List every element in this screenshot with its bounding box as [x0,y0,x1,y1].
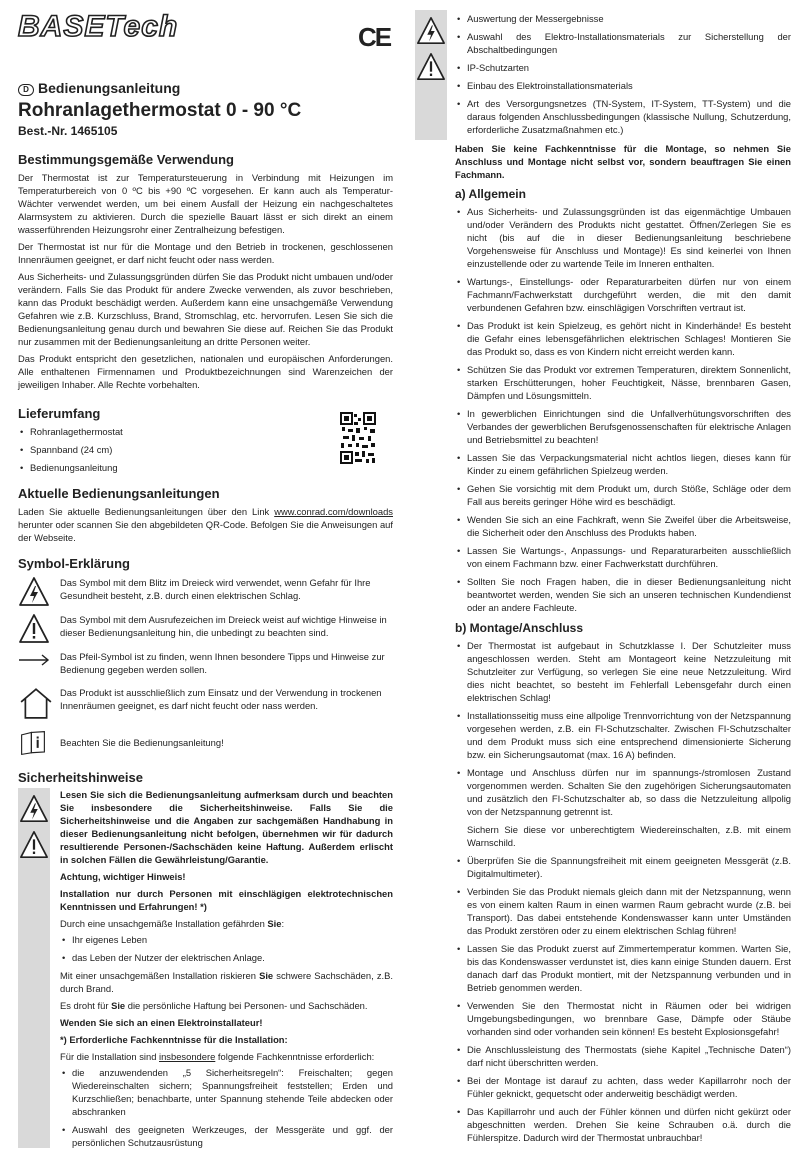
damage-sie: Sie [259,970,274,981]
symbol-row [18,650,393,680]
damage-pre: Mit einer unsachgemäßen Installation riskieren [60,970,260,981]
exclamation-triangle-icon [18,613,50,645]
subtitle-text: Bedienungsanleitung [38,80,181,96]
safety-section [60,788,393,1151]
danger-sie: Sie [267,918,282,929]
danger-item: • das Leben der Nutzer der elektrischen Anlage. [60,951,393,964]
symbol-description: Beachten Sie die Bedienungsanleitung! [60,737,224,748]
intended-use-heading: Bestimmungsgemäße Verwendung [18,152,234,167]
mount-item: • Lassen Sie das Produkt zuerst auf Zimmertemperatur kommen. Warten Sie, bis das Kondenswasser verdunstet ist, dies kann einige Stunden dauern. Erst danach darf das Produkt montiert, mit der Netzspannung verbunden und in Betrieb genommen werden. [455,942,791,994]
general-item: • Das Produkt ist kein Spielzeug, es gehört nicht in Kinderhände! Es besteht die Gefahr eines lebensgefährlichen elektrischen Schlages! Montieren Sie das Produkt so, dass es von Kindern nicht erreicht werden kann. [455,319,791,358]
damage-text [60,969,393,995]
safety-heading: Sicherheitshinweise [18,770,143,785]
scope-item: • Bedienungsanleitung [18,461,318,474]
intended-use-paragraph: Das Produkt entspricht den gesetzlichen, nationalen und europäischen Anforderungen. Alle enthaltenen Firmennamen und Produktbezeichnungen sind Warenzeichen der jeweiligen Inhaber. Alle Rechte vorbehalten. [18,353,393,390]
knowledge-item: • Auswahl des Elektro-Installationsmaterials zur Sicherstellung der Abschaltbedingungen [455,30,791,56]
exclamation-triangle-icon [416,52,446,82]
symbol-description: Das Symbol mit dem Blitz im Dreieck wird verwendet, wenn Gefahr für Ihre Gesundheit besteht, z.B. durch einen elektrischen Schlag. [60,577,371,601]
danger-pre: Durch eine unsachgemäße Installation gefährden [60,918,268,929]
danger-item: • Ihr eigenes Leben [60,933,393,946]
scope-heading: Lieferumfang [18,406,101,421]
warning-sidebar-right [415,10,447,140]
safety-heading-block [18,770,393,785]
ce-mark: CE [358,22,391,52]
attention-note: Achtung, wichtiger Hinweis! [60,871,186,882]
scope-item: • Spannband (24 cm) [18,443,318,456]
knowledge-item: • IP-Schutzarten [455,61,791,74]
mount-item: • Montage und Anschluss dürfen nur im spannungs-/stromlosen Zustand vorgenommen werden. Schalten Sie den zugehörigen Sicherungsautomaten und zusätzlich den FI-Schutzschalter ab, so dass die Netzzuleitung allpolig von der Netzspannung getrennt ist. [455,766,791,818]
knowledge-item: • Auswahl des geeigneten Werkzeuges, der Messgeräte und ggf. der persönlichen Schutzausrüstung [60,1123,393,1149]
house-icon [18,686,54,720]
general-item: • Gehen Sie vorsichtig mit dem Produkt um, durch Stöße, Schläge oder dem Fall aus bereits geringer Höhe wird es beschädigt. [455,482,791,508]
liability-sie: Sie [111,1000,126,1011]
knowledge-post: folgende Fachkenntnisse erforderlich: [215,1051,375,1062]
no-knowledge-note: Haben Sie keine Fachkenntnisse für die Montage, so nehmen Sie Anschluss und Montage nicht selbst vor, sondern beauftragen Sie einen Fachmann. [455,143,791,180]
general-item: • Wartungs-, Einstellungs- oder Reparaturarbeiten dürfen nur von einem Fachmann/Fachwerkstatt durchgeführt werden, die mit den damit verbundenen Gefahren bzw. einschlägigen Vorschriften vertraut ist. [455,275,791,314]
symbols-heading: Symbol-Erklärung [18,556,130,571]
knowledge-pre: Für die Installation sind [60,1051,160,1062]
danger-post: : [281,918,285,929]
mount-item: • Überprüfen Sie die Spannungsfreiheit mit einem geeigneten Messgerät (z.B. Digitalmultimeter). [455,854,791,880]
contact-note: Wenden Sie sich an einen Elektroinstallateur! [60,1017,263,1028]
warning-sidebar [18,788,50,1148]
danger-text [60,917,393,930]
manuals-heading: Aktuelle Bedienungsanleitungen [18,486,220,501]
knowledge-item: • Art des Versorgungsnetzes (TN-System, IT-System, TT-System) und die daraus folgenden Anschlussbedingungen (klassische Nullung, Schutzerdung, erforderliche Zusatzmaßnahmen etc.) [455,97,791,136]
manual-info-icon [18,730,48,756]
scope-item: • Rohranlagethermostat [18,425,318,438]
mount-item: • Verbinden Sie das Produkt niemals gleich dann mit der Netzspannung, wenn es von einem kalten Raum in einen warmen Raum gebracht wurde (z.B. bei Transport). Das dabei entstehende Kondenswasser kann unter Umständen das Produkt zerstören oder zu einem elektrischen Schlag führen! [455,885,791,937]
scope-section [18,406,318,479]
liability-post: die persönliche Haftung bei Personen- und Sachschäden. [125,1000,368,1011]
page-title: Rohranlagethermostat 0 - 90 °C [18,100,302,121]
knowledge-text [60,1050,393,1063]
liability-pre: Es droht für [60,1000,112,1011]
damage-post: schwere Sachschäden, z.B. durch Brand. [60,970,393,994]
arrow-icon [18,650,50,682]
symbol-description: Das Produkt ist ausschließlich zum Einsatz und der Verwendung in trockenen Innenräumen geeignet, es darf nicht feucht oder nass werden. [60,687,382,711]
downloads-link[interactable]: www.conrad.com/downloads [274,506,393,517]
language-d-icon: D [18,84,34,96]
mount-item: • Installationsseitig muss eine allpolige Trennvorrichtung von der Netzspannung vorgesehen werden, z.B. ein FI-Schutzschalter. Zwischen FI-Schutzschalter und dem Produkt muss sich eine entsprechend dimensionierte Sicherung bzw. ein Sicherungsautomat (max. 16 A) befinden. [455,709,791,761]
mount-item: • Das Kapillarrohr und auch der Fühler können und dürfen nicht gekürzt oder abgeschnitten werden. Drehen Sie keine Schrauben o.ä. durch die Fühlerspitze. Dadurch wird der Thermostat unbrauchbar! [455,1105,791,1144]
mount-item: • Bei der Montage ist darauf zu achten, dass weder Kapillarrohr noch der Fühler geknickt, gequetscht oder anderweitig beschädigt werden. [455,1074,791,1100]
lightning-triangle-icon [416,16,446,46]
lightning-triangle-icon [18,576,50,608]
intended-use-paragraph: Der Thermostat ist zur Temperatursteuerung in Verbindung mit Heizungen im Temperaturbereich von 0 ºC bis +90 ºC vorgesehen. Er kann auch als Temperatur-Wächter verwendet werden, um bei einem Ausfall der Heizung ein nachgeschaltetes Alarmsystem zu aktivieren. Durch die spezielle Bauart lässt er sich direkt an einem wasserführenden Heizungsrohr einer Zentralheizung befestigen. [18,172,393,235]
intended-use-paragraph: Aus Sicherheits- und Zulassungsgründen dürfen Sie das Produkt nicht umbauen und/oder verändern. Falls Sie das Produkt für andere Zwecke verwenden, als zuvor beschrieben, kann das Produkt beschädigt werden. Außerdem kann eine unsachgemäße Verwendung Gefahren wie z.B. Kurzschluss, Brand, Stromschlag, etc. hervorrufen. Lesen Sie sich die Bedienungsanleitung genau durch und bewahren Sie diese auf. Reichen Sie das Produkt nur zusammen mit der Bedienungsanleitung an dritte Personen weiter. [18,271,393,347]
general-item: • In gewerblichen Einrichtungen sind die Unfallverhütungsvorschriften des Verbandes der gewerblichen Berufsgenossenschaften für elektrische Anlagen und Betriebsmittel zu beachten! [455,407,791,446]
general-item: • Schützen Sie das Produkt vor extremen Temperaturen, direktem Sonnenlicht, starken Erschütterungen, hoher Feuchtigkeit, Nässe, brennbaren Gasen, Dämpfen und Lösungsmitteln. [455,363,791,402]
general-item: • Wenden Sie sich an eine Fachkraft, wenn Sie Zweifel über die Arbeitsweise, die Sicherheit oder den Anschluss des Produkts haben. [455,513,791,539]
basetech-logo: BASETech [18,10,179,43]
symbol-row [18,613,393,649]
knowledge-item: • die anzuwendenden „5 Sicherheitsregeln“: Freischalten; gegen Wiedereinschalten sichern; Spannungsfreiheit feststellen; Erden und Kurzschließen; benachbarte, unter Spannung stehende Teile abdecken oder abschranken [60,1066,393,1118]
mount-secure-text: Sichern Sie diese vor unberechtigtem Wiedereinschalten, z.B. mit einem Warnschild. [467,824,791,848]
mount-item: • Der Thermostat ist aufgebaut in Schutzklasse I. Der Schutzleiter muss angeschlossen werden. Steht am Montageort keine Netzzuleitung mit Schutzleiter zur Verfügung, so verlegen Sie eine neue Netzzuleitung. Wird dies nicht beachtet, so besteht im Fehlerfall Lebensgefahr durch einen elektrischen Schlag! [455,639,791,704]
knowledge-item: • Einbau des Elektroinstallationsmaterials [455,79,791,92]
general-heading: a) Allgemein [455,187,526,201]
manuals-text-before: Laden Sie aktuelle Bedienungsanleitungen über den Link [18,506,275,517]
order-number: Best.-Nr. 1465105 [18,124,118,138]
manuals-text [18,505,393,544]
manuals-section [18,486,393,544]
intended-use-section [18,152,393,391]
exclamation-triangle-icon [19,830,49,860]
general-item: • Sollten Sie noch Fragen haben, die in dieser Bedienungsanleitung nicht beantwortet werden, wenden Sie sich an unseren technischen Kundendienst oder an andere Fachleute. [455,575,791,614]
safety-intro: Lesen Sie sich die Bedienungsanleitung aufmerksam durch und beachten Sie insbesondere die Sicherheitshinweise. Falls Sie die Sicherheitshinweise und die Angaben zur sachgemäßen Handhabung in dieser Bedienungsanleitung nicht befolgen, übernehmen wir für dadurch resultierende Personen-/Sachschäden keine Haftung. Außerdem erlischt in solchen Fällen die Gewährleistung/Garantie. [60,789,393,865]
symbol-description: Das Pfeil-Symbol ist zu finden, wenn Ihnen besondere Tipps und Hinweise zur Bedienung gegeben werden sollen. [60,651,385,675]
lightning-triangle-icon [19,794,49,824]
liability-text [60,999,393,1012]
mount-heading: b) Montage/Anschluss [455,621,584,635]
knowledge-underline: insbesondere [159,1051,216,1062]
general-item: • Aus Sicherheits- und Zulassungsgründen ist das eigenmächtige Umbauen und/oder Verändern des Produkts nicht gestattet. Öffnen/Zerlegen Sie es nicht (bis auf die in dieser Bedienungsanleitung beschriebene Vorgehensweise für Anschluss und Montage)! Es sind keinerlei von Ihnen einzustellende oder zu wartende Teile im Inneren enthalten. [455,205,791,270]
symbols-section [18,556,393,776]
qr-code-icon [340,412,376,464]
symbol-description: Das Symbol mit dem Ausrufezeichen im Dreieck weist auf wichtige Hinweise in dieser Bedienungsanleitung hin, die unbedingt zu beachten sind. [60,614,387,638]
knowledge-item: • Auswertung der Messergebnisse [455,12,791,25]
mount-item: • Verwenden Sie den Thermostat nicht in Räumen oder bei widrigen Umgebungsbedingungen, wo brennbare Gase, Dämpfe oder Stäube vorhanden sind oder vorhanden sein können! Es besteht Explosionsgefahr! [455,999,791,1038]
symbol-row [18,686,393,722]
symbol-row [18,730,393,760]
intended-use-paragraph: Der Thermostat ist nur für die Montage und den Betrieb in trockenen, geschlossenen Innenräumen geeignet, er darf nicht feucht oder nass werden. [18,241,393,265]
manuals-text-after: herunter oder scannen Sie den abgebildeten QR-Code. Befolgen Sie die Anweisungen auf der Webseite. [18,519,393,543]
general-item: • Lassen Sie das Verpackungsmaterial nicht achtlos liegen, dieses kann für Kinder zu einem gefährlichen Spielzeug werden. [455,451,791,477]
document-type [18,80,393,96]
symbol-row [18,576,393,612]
knowledge-continued [455,12,791,141]
general-item: • Lassen Sie Wartungs-, Anpassungs- und Reparaturarbeiten ausschließlich von einem Fachmann bzw. einer Fachwerkstatt durchführen. [455,544,791,570]
right-column-sections [455,142,791,1149]
install-note: Installation nur durch Personen mit einschlägigen elektrotechnischen Kenntnissen und Erfahrungen! *) [60,888,393,912]
knowledge-heading: *) Erforderliche Fachkenntnisse für die Installation: [60,1034,288,1045]
mount-item: • Die Anschlussleistung des Thermostats (siehe Kapitel „Technische Daten“) darf nicht überschritten werden. [455,1043,791,1069]
